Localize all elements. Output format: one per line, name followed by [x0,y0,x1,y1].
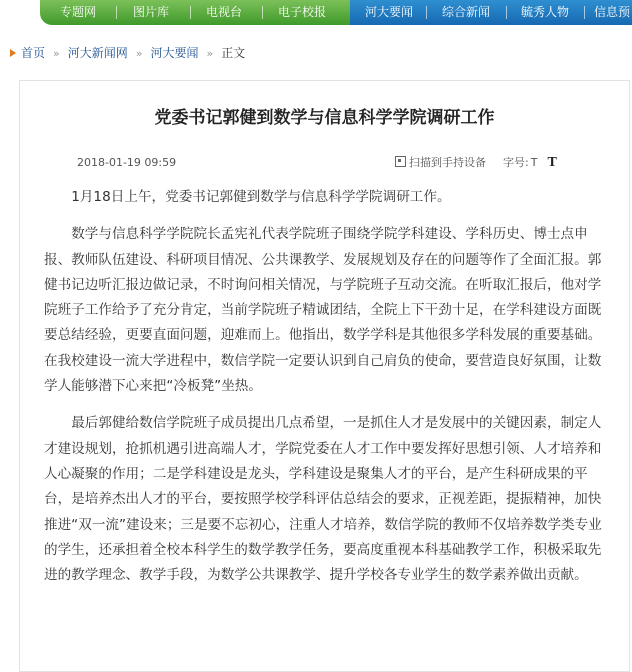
nav-divider [262,6,263,19]
font-small-button[interactable]: T [530,156,538,169]
breadcrumb-separator: » [135,47,143,60]
nav-item-tv-station[interactable]: 电视台 [205,5,242,19]
article-body [44,185,614,600]
nav-item-e-newspaper[interactable]: 电子校报 [277,5,326,19]
nav-item-people[interactable]: 毓秀人物 [520,5,569,19]
nav-divider [426,6,427,19]
nav-item-hedu-news[interactable]: 河大要闻 [364,5,413,19]
breadcrumb-home-link[interactable]: 首页 [21,46,46,60]
nav-item-info-preview[interactable]: 信息预 [594,5,631,19]
paragraph: 最后郭健给数信学院班子成员提出几点希望，一是抓住人才是发展中的关键因素，制定人才建设规划，抢抓机遇引进高端人才，学院党委在人才工作中要发挥好思想引领、人才培养和人心凝聚的作用；二是学科建设是龙头，学科建设是聚集人才的平台，是产生科研成果的平台，是培养杰出人才的平台，要按照学校学科评估总结会的要求，正视差距，提振精神，加快推进“双一流”建设来；三是要不忘初心，注重人才培养，数信学院的教师不仅培养数学类专业的学生，还承担着全校本科学生的数学教学任务，要高度重视本科基础教学工作，积极采取先进的教学理念、教学手段，为数学公共课教学、提升学校各专业学生的数学素养做出贡献。 [44,415,602,584]
nav-divider [116,6,117,19]
breadcrumb [10,44,245,62]
breadcrumb-site-link[interactable]: 河大新闻网 [67,46,128,60]
article-panel [19,80,630,672]
breadcrumb-current: 正文 [221,46,246,60]
nav-divider [506,6,507,19]
breadcrumb-separator: » [206,47,214,60]
nav-group-green [40,0,350,25]
font-size-control [503,155,557,171]
top-nav-bar [0,0,632,25]
breadcrumb-separator: » [53,47,60,60]
font-large-button[interactable]: T [547,155,557,170]
article-meta [20,155,629,171]
nav-item-general-news[interactable]: 综合新闻 [441,5,490,19]
qr-scan-label: 扫描到手持设备 [409,156,486,169]
qr-code-icon [395,156,406,167]
nav-group-blue [350,0,632,25]
nav-divider [190,6,191,19]
nav-item-special-topics[interactable]: 专题网 [59,5,96,19]
paragraph: 1月18日上午，党委书记郭健到数学与信息科学学院调研工作。 [71,189,451,205]
font-size-label: 字号: [503,156,529,169]
nav-divider [584,6,585,19]
paragraph: 数学与信息科学学院院长孟宪礼代表学院班子围绕学院学科建设、学科历史、博士点申报、教师队伍建设、科研项目情况、公共课教学、发展规划及存在的问题等作了全面汇报。郭健书记边听汇报边做记录，不时询问相关情况，与学院班子互动交流。在听取汇报后，他对学院班子工作给予了充分肯定，当前学院班子精诚团结，全院上下干劲十足，在学科建设方面既要总结经验，更要直面问题，迎难而上。他指出，数学学科是其他很多学科发展的重要基础。在我校建设一流大学进程中，数信学院一定要认识到自己肩负的使命，要营造良好氛围，让数学人能够潜下心来把“冷板凳”坐热。 [44,226,602,395]
qr-scan-link[interactable] [395,155,486,171]
nav-item-photo-library[interactable]: 图片库 [132,5,169,19]
breadcrumb-arrow-icon [10,49,16,57]
publish-date: 2018-01-19 09:59 [77,156,177,169]
article-title: 党委书记郭健到数学与信息科学学院调研工作 [154,108,495,128]
breadcrumb-section-link[interactable]: 河大要闻 [150,46,199,60]
